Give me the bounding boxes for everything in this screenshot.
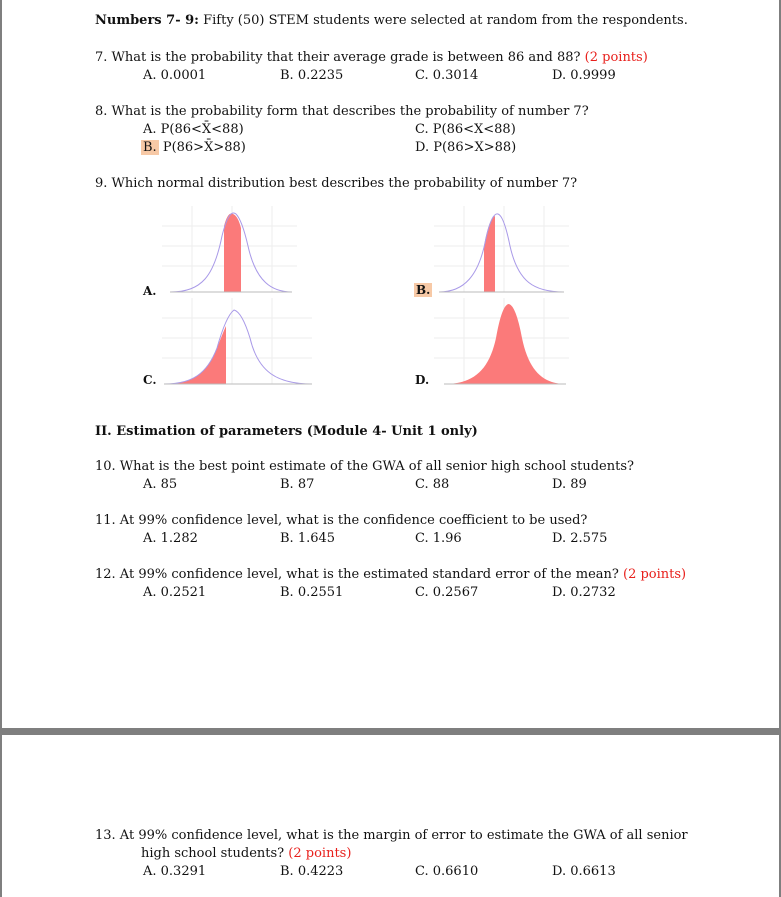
q10-option-a: A. 85	[143, 477, 178, 492]
q7-option-d: D. 0.9999	[552, 68, 616, 83]
distribution-chart-d	[434, 298, 569, 388]
q12-option-c: C. 0.2567	[415, 585, 479, 600]
q8-option-b-letter: B.	[143, 140, 157, 155]
question-11-text: 11. At 99% confidence level, what is the confidence coefficient to be used?	[95, 513, 588, 528]
q8-option-d: D. P(86>X>88)	[415, 140, 517, 155]
q7-option-b: B. 0.2235	[280, 68, 344, 83]
question-13-text2: high school students?	[141, 846, 285, 861]
q13-option-d: D. 0.6613	[552, 864, 616, 879]
normal-curve-c	[164, 310, 312, 384]
question-13-text: 13. At 99% confidence level, what is the margin of error to estimate the GWA of all senior	[95, 828, 688, 843]
q8-option-b	[141, 140, 246, 156]
intro-line	[95, 13, 688, 29]
q12-option-b: B. 0.2551	[280, 585, 344, 600]
q13-option-b: B. 0.4223	[280, 864, 344, 879]
shaded-region-b	[484, 216, 495, 292]
question-13-points: (2 points)	[288, 846, 352, 861]
q8-option-c: C. P(86<X<88)	[415, 122, 516, 137]
intro-text: Fifty (50) STEM students were selected at random from the respondents.	[198, 13, 688, 28]
question-7-points: (2 points)	[584, 50, 648, 65]
question-12-text: 12. At 99% confidence level, what is the estimated standard error of the mean?	[95, 567, 619, 582]
q12-option-d: D. 0.2732	[552, 585, 616, 600]
q10-option-c: C. 88	[415, 477, 450, 492]
chart-b-label	[414, 283, 432, 297]
q11-option-d: D. 2.575	[552, 531, 608, 546]
q10-option-d: D. 89	[552, 477, 587, 492]
distribution-chart-b	[434, 206, 569, 296]
question-13-line2	[141, 846, 351, 862]
question-8-text: 8. What is the probability form that describes the probability of number 7?	[95, 104, 589, 119]
chart-d-label: D.	[415, 373, 430, 387]
q8-option-b-text: P(86>X̄>88)	[158, 140, 246, 155]
shaded-region-d	[444, 304, 566, 384]
question-12-points: (2 points)	[623, 567, 687, 582]
question-7	[95, 50, 648, 66]
q11-option-a: A. 1.282	[143, 531, 198, 546]
q7-option-a: A. 0.0001	[143, 68, 207, 83]
q13-option-c: C. 0.6610	[415, 864, 479, 879]
shaded-region-c	[164, 326, 226, 384]
question-10-text: 10. What is the best point estimate of the GWA of all senior high school students?	[95, 459, 634, 474]
question-12	[95, 567, 686, 583]
section-2-title: II. Estimation of parameters (Module 4- Unit 1 only)	[95, 424, 478, 439]
distribution-chart-a	[162, 206, 297, 296]
distribution-chart-c	[162, 298, 312, 388]
chart-b-label-highlight: B.	[416, 283, 431, 297]
question-7-text: 7. What is the probability that their average grade is between 86 and 88?	[95, 50, 581, 65]
q11-option-c: C. 1.96	[415, 531, 462, 546]
intro-label: Numbers 7- 9:	[95, 13, 199, 28]
chart-a-label: A.	[143, 284, 157, 298]
q10-option-b: B. 87	[280, 477, 315, 492]
shaded-region-a	[224, 214, 241, 293]
question-9-text: 9. Which normal distribution best describes the probability of number 7?	[95, 176, 578, 191]
q12-option-a: A. 0.2521	[143, 585, 207, 600]
q11-option-b: B. 1.645	[280, 531, 336, 546]
q7-option-c: C. 0.3014	[415, 68, 479, 83]
chart-c-label: C.	[143, 373, 157, 387]
q8-option-a: A. P(86<X̄<88)	[143, 122, 244, 137]
document-page-1	[2, 0, 779, 728]
document-page-2	[2, 735, 779, 897]
q13-option-a: A. 0.3291	[143, 864, 207, 879]
